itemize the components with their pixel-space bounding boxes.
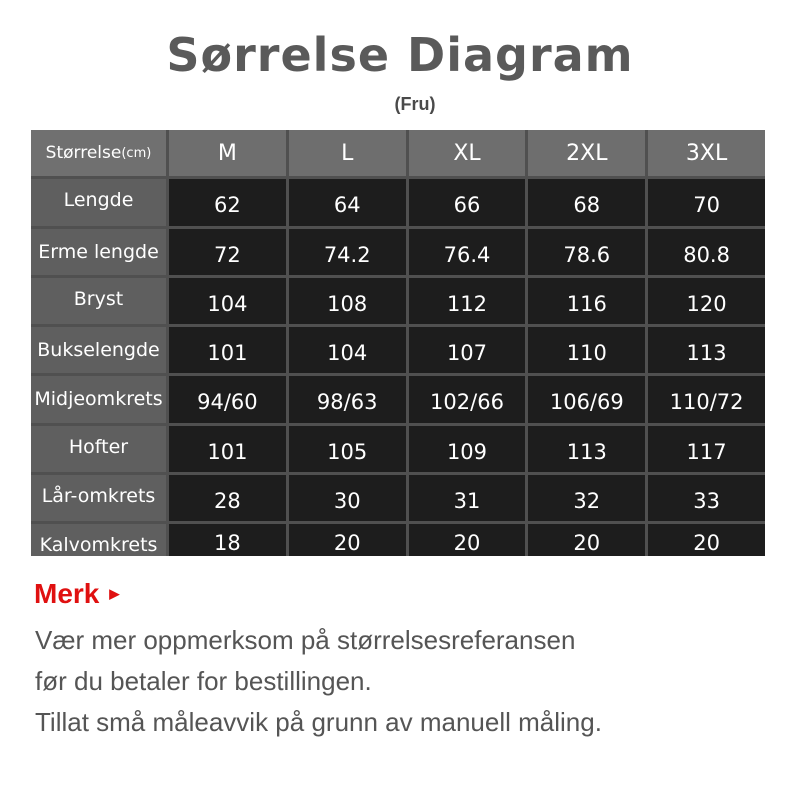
table-cell: 94/60: [169, 376, 286, 422]
page-subtitle: (Fru): [394, 94, 436, 114]
table-cell: 70: [648, 179, 765, 225]
table-cell: 18: [169, 524, 286, 556]
table-cell: 109: [409, 426, 526, 472]
corner-unit: (cm): [121, 145, 152, 161]
table-cell: 62: [169, 179, 286, 225]
table-cell: 117: [648, 426, 765, 472]
table-cell: 28: [169, 475, 286, 521]
table-cell: 76.4: [409, 229, 526, 275]
table-cell: 116: [528, 278, 645, 324]
table-cell: 20: [409, 524, 526, 556]
note-line: Tillat små måleavvik på grunn av manuell måling.: [35, 707, 602, 737]
table-cell: 120: [648, 278, 765, 324]
table-cell: 20: [289, 524, 406, 556]
page-title: Sørrelse Diagram: [166, 28, 634, 82]
table-cell: 31: [409, 475, 526, 521]
table-cell: 78.6: [528, 229, 645, 275]
table-cell: 64: [289, 179, 406, 225]
table-cell: 101: [169, 426, 286, 472]
table-corner-header: [31, 130, 166, 176]
triangle-right-icon: ▶: [109, 586, 120, 601]
note-line: før du betaler for bestillingen.: [35, 666, 372, 696]
table-cell: 74.2: [289, 229, 406, 275]
table-cell: 113: [648, 327, 765, 373]
size-chart-table: [31, 130, 765, 556]
note-heading: [34, 578, 119, 610]
note-text: [35, 620, 775, 743]
row-label-lengde: Lengde: [31, 179, 166, 225]
table-cell: 108: [289, 278, 406, 324]
row-label-lar-omkrets: Lår-omkrets: [31, 475, 166, 521]
table-cell: 30: [289, 475, 406, 521]
table-cell: 98/63: [289, 376, 406, 422]
table-cell: 20: [648, 524, 765, 556]
size-header-3xl: 3XL: [648, 130, 765, 176]
table-cell: 107: [409, 327, 526, 373]
table-cell: 104: [289, 327, 406, 373]
size-header-l: L: [289, 130, 406, 176]
corner-label: Størrelse: [45, 143, 122, 164]
row-label-erme-lengde: Erme lengde: [31, 229, 166, 275]
table-cell: 68: [528, 179, 645, 225]
table-cell: 112: [409, 278, 526, 324]
table-cell: 102/66: [409, 376, 526, 422]
table-cell: 101: [169, 327, 286, 373]
size-header-2xl: 2XL: [528, 130, 645, 176]
note-line: Vær mer oppmerksom på størrelsesreferansen: [35, 625, 576, 655]
size-header-xl: XL: [409, 130, 526, 176]
size-header-m: M: [169, 130, 286, 176]
table-cell: 110: [528, 327, 645, 373]
table-cell: 104: [169, 278, 286, 324]
row-label-midjeomkrets: Midjeomkrets: [31, 376, 166, 422]
row-label-bryst: Bryst: [31, 278, 166, 324]
table-cell: 80.8: [648, 229, 765, 275]
table-cell: 106/69: [528, 376, 645, 422]
table-cell: 110/72: [648, 376, 765, 422]
table-cell: 113: [528, 426, 645, 472]
row-label-bukselengde: Bukselengde: [31, 327, 166, 373]
table-cell: 32: [528, 475, 645, 521]
table-cell: 105: [289, 426, 406, 472]
table-cell: 72: [169, 229, 286, 275]
row-label-kalvomkrets: Kalvomkrets: [31, 524, 166, 556]
note-heading-label: Merk: [34, 578, 100, 609]
table-cell: 20: [528, 524, 645, 556]
table-cell: 33: [648, 475, 765, 521]
table-cell: 66: [409, 179, 526, 225]
row-label-hofter: Hofter: [31, 426, 166, 472]
